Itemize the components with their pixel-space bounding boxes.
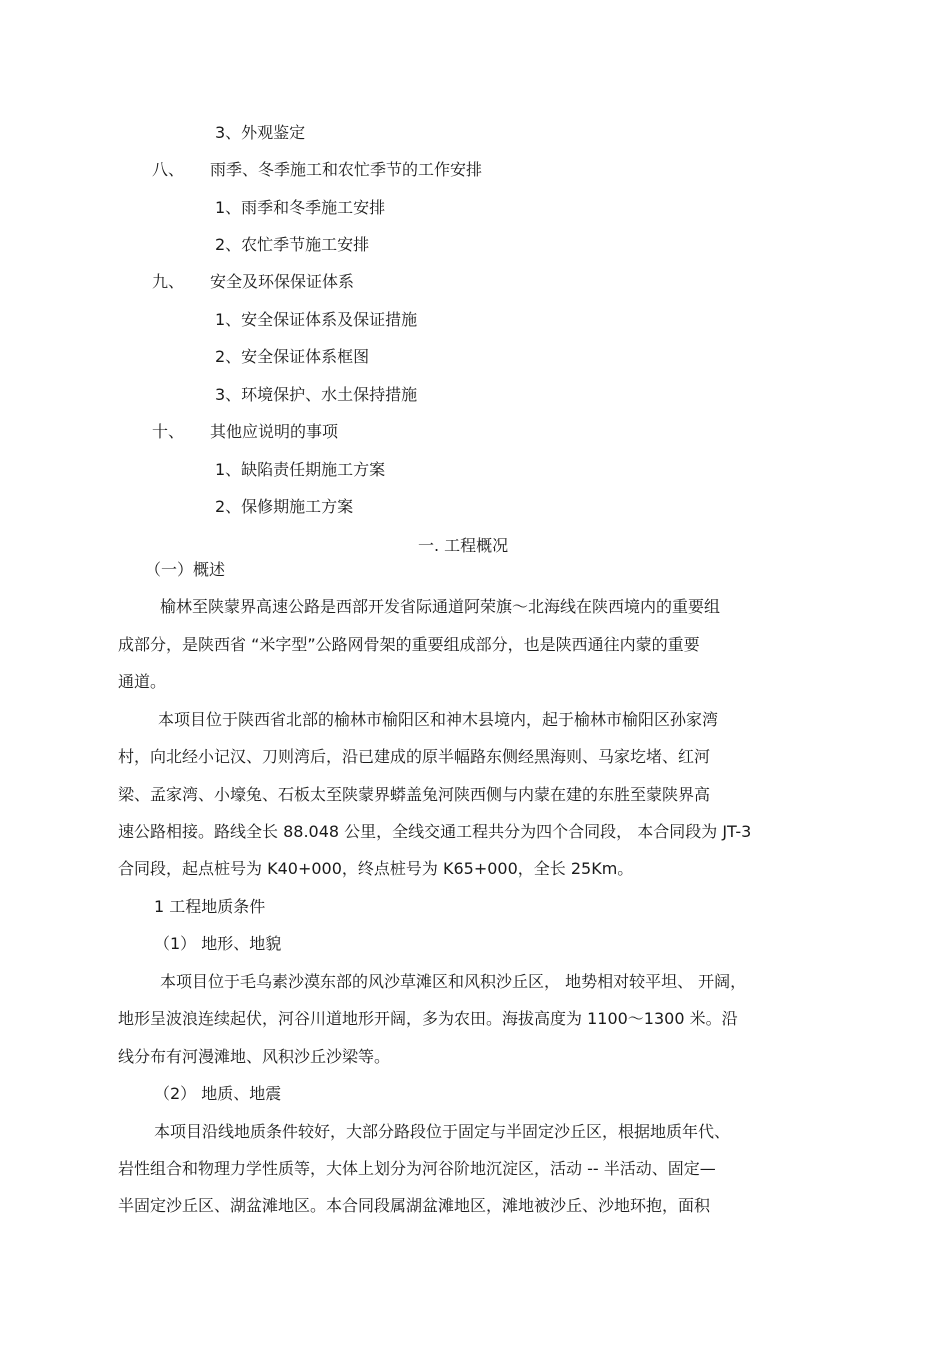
toc-item: 2、保修期施工方案 bbox=[215, 497, 354, 516]
toc-section-10-number: 十、 bbox=[152, 422, 185, 441]
paragraph-line: 村，向北经小记汉、刀则湾后，沿已建成的原半幅路东侧经黑海则、马家圪堵、红河 bbox=[118, 747, 711, 766]
paragraph-line: 本项目位于毛乌素沙漠东部的风沙草滩区和风积沙丘区， 地势相对较平坦、 开阔， bbox=[160, 972, 747, 991]
paragraph-line: 榆林至陕蒙界高速公路是西部开发省际通道阿荣旗～北海线在陕西境内的重要组 bbox=[160, 597, 721, 616]
paragraph-line: 本项目位于陕西省北部的榆林市榆阳区和神木县境内，起于榆林市榆阳区孙家湾 bbox=[158, 710, 719, 729]
geology-earthquake-heading: （2） 地质、地震 bbox=[154, 1084, 282, 1103]
toc-item: 3、环境保护、水土保持措施 bbox=[215, 385, 418, 404]
paragraph-line: 本项目沿线地质条件较好，大部分路段位于固定与半固定沙丘区，根据地质年代、 bbox=[154, 1122, 731, 1141]
toc-item: 1、雨季和冬季施工安排 bbox=[215, 198, 386, 217]
paragraph-line: 地形呈波浪连续起伏，河谷川道地形开阔，多为农田。海拔高度为 1100～1300 米。沿 bbox=[118, 1009, 738, 1028]
paragraph-line: 合同段，起点桩号为 K40+000，终点桩号为 K65+000，全长 25Km。 bbox=[118, 859, 634, 878]
terrain-heading: （1） 地形、地貌 bbox=[154, 934, 282, 953]
toc-section-9-title: 安全及环保保证体系 bbox=[210, 272, 355, 291]
paragraph-line: 梁、孟家湾、小壕兔、石板太至陕蒙界蟒盖兔河陕西侧与内蒙在建的东胜至蒙陕界高 bbox=[118, 785, 711, 804]
toc-item: 2、安全保证体系框图 bbox=[215, 347, 370, 366]
toc-item: 1、安全保证体系及保证措施 bbox=[215, 310, 418, 329]
toc-section-8-number: 八、 bbox=[152, 160, 185, 179]
toc-section-10-title: 其他应说明的事项 bbox=[210, 422, 339, 441]
paragraph-line: 岩性组合和物理力学性质等，大体上划分为河谷阶地沉淀区，活动 -- 半活动、固定— bbox=[118, 1159, 716, 1178]
toc-item-appearance: 3、外观鉴定 bbox=[215, 123, 306, 142]
paragraph-line: 线分布有河漫滩地、风积沙丘沙梁等。 bbox=[118, 1047, 391, 1066]
paragraph-line: 速公路相接。路线全长 88.048 公里，全线交通工程共分为四个合同段， 本合同段为 JT-3 bbox=[118, 822, 752, 841]
toc-item: 1、缺陷责任期施工方案 bbox=[215, 460, 386, 479]
toc-item: 2、农忙季节施工安排 bbox=[215, 235, 370, 254]
toc-section-9-number: 九、 bbox=[152, 272, 185, 291]
paragraph-line: 通道。 bbox=[118, 672, 167, 691]
overview-heading: （一）概述 bbox=[145, 560, 226, 579]
paragraph-line: 成部分，是陕西省 “米字型”公路网骨架的重要组成部分，也是陕西通往内蒙的重要 bbox=[118, 635, 700, 654]
geology-conditions-heading: 1 工程地质条件 bbox=[154, 897, 266, 916]
chapter-title: 一. 工程概况 bbox=[418, 536, 509, 555]
paragraph-line: 半固定沙丘区、湖盆滩地区。本合同段属湖盆滩地区，滩地被沙丘、沙地环抱，面积 bbox=[118, 1196, 711, 1215]
toc-section-8-title: 雨季、冬季施工和农忙季节的工作安排 bbox=[210, 160, 483, 179]
